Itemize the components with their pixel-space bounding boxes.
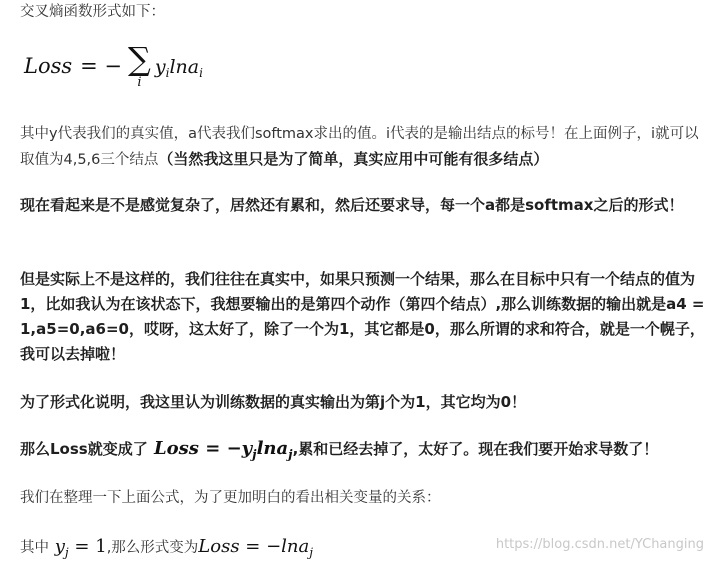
watermark-url: https://blog.csdn.net/YChanging [495,537,704,552]
math-lna: lna [281,536,310,557]
math-equals: = − [239,536,282,557]
math-y: y [241,438,253,459]
paragraph-2: 现在看起来是不是感觉复杂了，居然还有累和，然后还要求导，每一个a都是softmax之后的形式！ [20,196,684,214]
paragraph-5 [20,436,710,462]
term-y: y [154,56,166,78]
paragraph-1-text: 其中y代表我们的真实值，a代表我们softmax求出的值。i代表的是输出结点的标号！在上面例子，i就可以取值为4,5,6三个结点 [20,126,699,168]
cross-entropy-formula [24,42,203,102]
formula-sum [128,42,151,90]
paragraph-7-before: 其中 [20,540,49,556]
formula-equals: = − [80,54,123,78]
inline-yj-formula [49,536,107,560]
intro-text: 交叉熵函数形式如下： [20,4,165,20]
inline-loss-formula [148,438,293,462]
paragraph-4: 为了形式化说明，我这里认为训练数据的真实输出为第j个为1，其它均为0！ [20,393,527,411]
math-loss: Loss [154,438,199,459]
math-lna-sub: j [309,545,314,560]
inline-loss-lna-formula [198,536,314,560]
math-y: y [54,536,65,557]
paragraph-5-before: 那么Loss就变成了 [20,440,148,458]
paragraph-6: 我们在整理一下上面公式，为了更加明白的看出相关变量的关系： [20,490,441,506]
term-y-sub: i [165,66,170,80]
paragraph-3: 但是实际上不是这样的，我们往往在真实中，如果只预测一个结果，那么在目标中只有一个结点的值为1，比如我认为在该状态下，我想要输出的是第四个动作（第四个结点）,那么训练数据的输出就是a4 = 1,a5=0,a6=0，哎呀，这太好了，除了一个为1，其它都是0，那么所谓的求和符合，就是一个幌子，我可以去掉啦！ [20,270,705,363]
term-lna-sub: i [199,66,203,80]
term-lna: lna [169,56,200,78]
sum-subscript: i [137,75,142,90]
math-loss: Loss [198,536,240,557]
math-lna-sub: j [288,447,293,462]
math-equals: = − [198,438,242,459]
math-y-sub: j [64,545,69,560]
paragraph-7-middle: ,那么形式变为 [106,540,199,556]
formula-term [155,56,203,80]
sum-sign: ∑ [128,40,151,78]
paragraph-1-bold: （当然我这里只是为了简单，真实应用中可能有很多结点） [158,150,549,168]
math-y-sub: j [252,447,257,462]
formula-lhs: Loss [24,54,73,78]
paragraph-1 [20,122,710,173]
math-lna: lna [256,438,289,459]
paragraph-5-after: ,累和已经去掉了，太好了。现在我们要开始求导数了！ [292,440,659,458]
math-equals-one: = 1 [68,536,107,557]
